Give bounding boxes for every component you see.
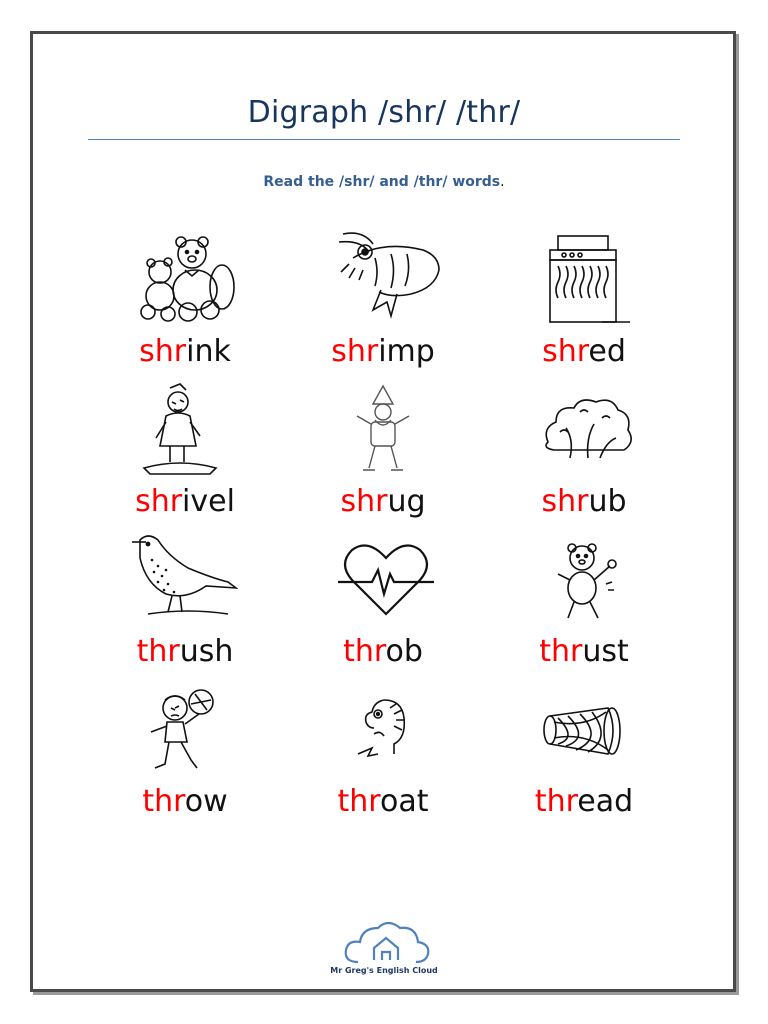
thrusting-bear-icon bbox=[548, 538, 658, 630]
spool-of-thread-icon bbox=[538, 700, 648, 792]
teddy-bears-icon bbox=[130, 232, 240, 324]
word-thrust bbox=[474, 634, 694, 669]
word-shrub bbox=[474, 484, 694, 519]
word-digraph: thr bbox=[343, 634, 386, 669]
word-digraph: thr bbox=[534, 784, 578, 819]
word-throat bbox=[273, 784, 493, 819]
boy-throwing-ball-icon bbox=[145, 684, 255, 776]
paper-shredder-icon bbox=[540, 232, 650, 324]
word-ending: ob bbox=[385, 634, 423, 669]
word-ending: ub bbox=[588, 484, 627, 519]
word-digraph: shr bbox=[135, 484, 183, 519]
word-digraph: shr bbox=[139, 334, 187, 369]
word-throw bbox=[75, 784, 295, 819]
word-ending: ust bbox=[582, 634, 629, 669]
logo-text: Mr Greg's English Cloud bbox=[330, 966, 438, 975]
shrub-icon bbox=[540, 392, 650, 484]
word-ending: ush bbox=[179, 634, 234, 669]
word-digraph: thr bbox=[136, 634, 180, 669]
heartbeat-icon bbox=[336, 540, 446, 632]
word-ending: ead bbox=[577, 784, 634, 819]
instructions-period: . bbox=[500, 174, 505, 190]
word-ending: ivel bbox=[182, 484, 235, 519]
word-ending: ow bbox=[184, 784, 228, 819]
word-shrink bbox=[75, 334, 295, 369]
word-ending: imp bbox=[378, 334, 435, 369]
word-ending: oat bbox=[379, 784, 429, 819]
title-divider bbox=[88, 139, 680, 140]
word-shrimp bbox=[273, 334, 493, 369]
word-digraph: thr bbox=[337, 784, 380, 819]
word-throb bbox=[273, 634, 493, 669]
word-thrush bbox=[75, 634, 295, 669]
word-digraph: shr bbox=[541, 484, 589, 519]
shriveled-man-icon bbox=[140, 382, 250, 474]
shrugging-gnome-icon bbox=[345, 384, 455, 476]
instructions bbox=[0, 174, 768, 190]
word-thread bbox=[474, 784, 694, 819]
shrimp-icon bbox=[335, 228, 445, 320]
word-digraph: thr bbox=[142, 784, 185, 819]
word-ending: ink bbox=[186, 334, 231, 369]
thrush-bird-icon bbox=[128, 532, 238, 624]
word-digraph: shr bbox=[331, 334, 379, 369]
page-title: Digraph /shr/ /thr/ bbox=[247, 95, 521, 130]
sore-throat-icon bbox=[350, 694, 460, 786]
instructions-text: Read the /shr/ and /thr/ words bbox=[263, 174, 501, 190]
word-shred bbox=[474, 334, 694, 369]
word-digraph: shr bbox=[340, 484, 388, 519]
word-ending: ed bbox=[588, 334, 626, 369]
word-digraph: shr bbox=[542, 334, 589, 369]
word-ending: ug bbox=[387, 484, 426, 519]
word-shrivel bbox=[75, 484, 295, 519]
word-digraph: thr bbox=[539, 634, 583, 669]
word-shrug bbox=[273, 484, 493, 519]
